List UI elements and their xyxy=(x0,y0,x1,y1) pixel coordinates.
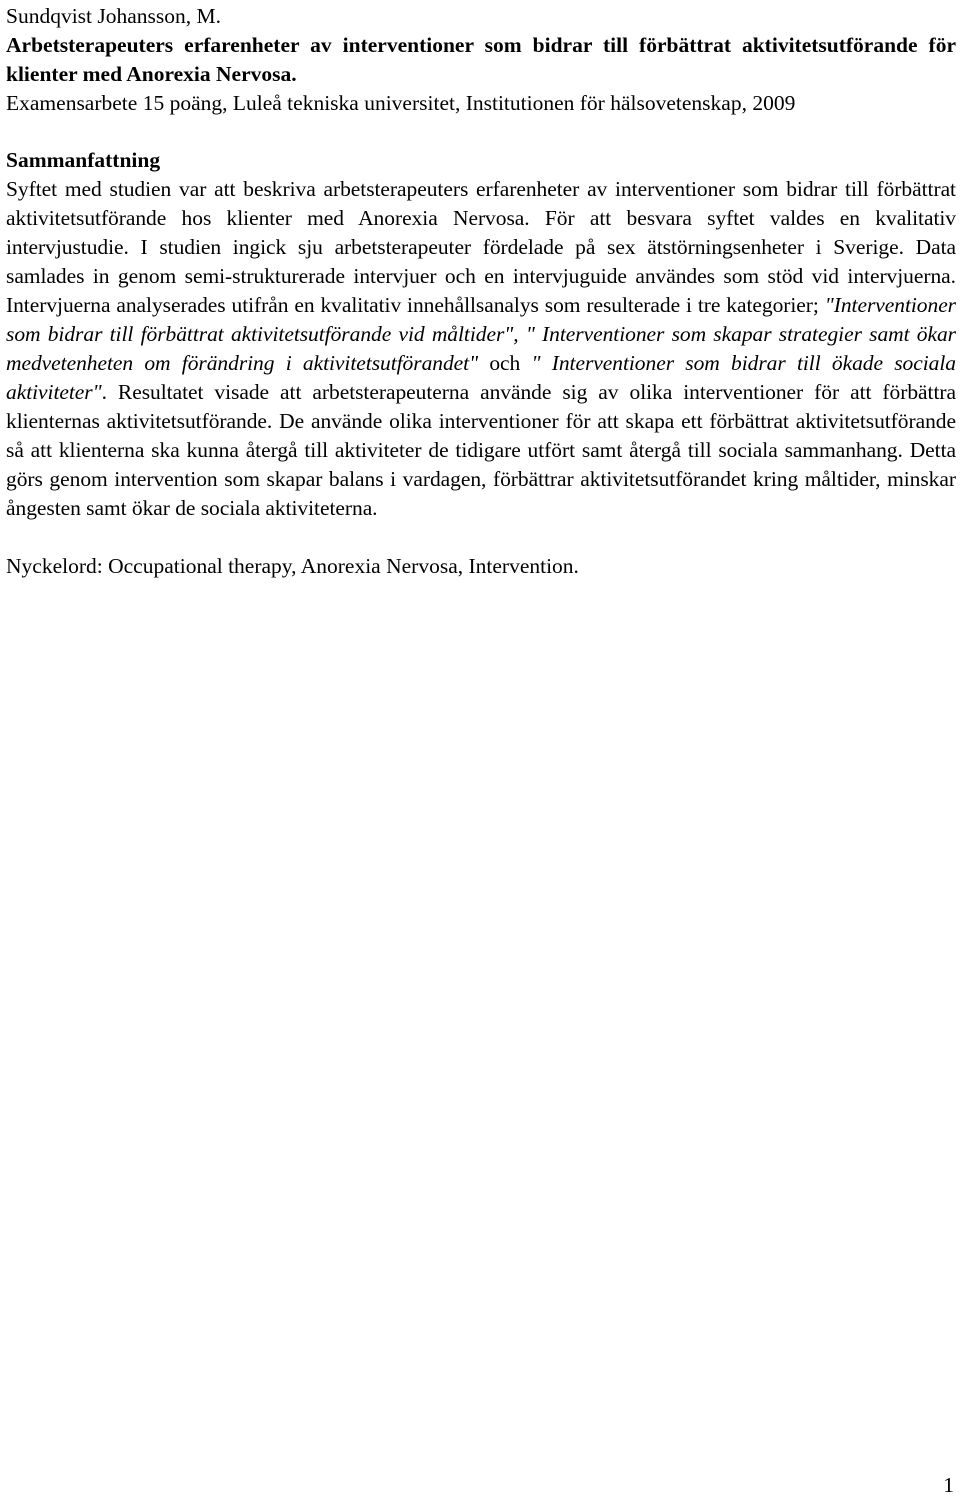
abstract-category-1: "Interventioner som bidrar till förbättrat aktivitetsutförande vid måltider", " Interventioner som skapar strategier samt ökar medvetenheten om förändring i aktivitetsutförandet" xyxy=(6,293,956,375)
abstract-paragraph xyxy=(6,175,956,523)
abstract-joiner: och xyxy=(478,351,532,375)
page-number: 1 xyxy=(943,1473,954,1497)
author-line: Sundqvist Johansson, M. xyxy=(6,4,222,28)
abstract-text-results: . Resultatet visade att arbetsterapeuterna använde sig av olika interventioner för att förbättra klienternas aktivitetsutförande. De använde olika interventioner för att skapa ett förbättrat aktivitetsutförande så att klienterna ska kunna återgå till aktiviteter de tidigare utfört samt återgå till sociala sammanhang. Detta görs genom intervention som skapar balans i vardagen, förbättrar aktivitetsutförandet kring måltider, minskar ångesten samt ökar de sociala aktiviteterna. xyxy=(6,380,956,520)
document-page xyxy=(6,0,956,581)
thesis-source-line: Examensarbete 15 poäng, Luleå tekniska universitet, Institutionen för hälsovetenskap, 2009 xyxy=(6,91,796,115)
keywords-line: Nyckelord: Occupational therapy, Anorexia Nervosa, Intervention. xyxy=(6,554,579,578)
abstract-category-2: " Interventioner som bidrar till ökade sociala aktiviteter" xyxy=(6,351,957,404)
abstract-text-intro: Syftet med studien var att beskriva arbetsterapeuters erfarenheter av interventioner som bidrar till förbättrat aktivitetsutförande hos klienter med Anorexia Nervosa. För att besvara syftet valdes en kvalitativ intervjustudie. I studien ingick sju arbetsterapeuter fördelade på sex ätstörningsenheter i Sverige. Data samlades in genom semi-strukturerade intervjuer och en intervjuguide användes som stöd vid intervjuerna. Intervjuerna analyserades utifrån en kvalitativ innehållsanalys som resulterade i tre kategorier; xyxy=(6,177,956,317)
abstract-heading: Sammanfattning xyxy=(6,148,161,172)
thesis-title: Arbetsterapeuters erfarenheter av interventioner som bidrar till förbättrat aktivitetsutförande för klienter med Anorexia Nervosa. xyxy=(6,33,956,86)
